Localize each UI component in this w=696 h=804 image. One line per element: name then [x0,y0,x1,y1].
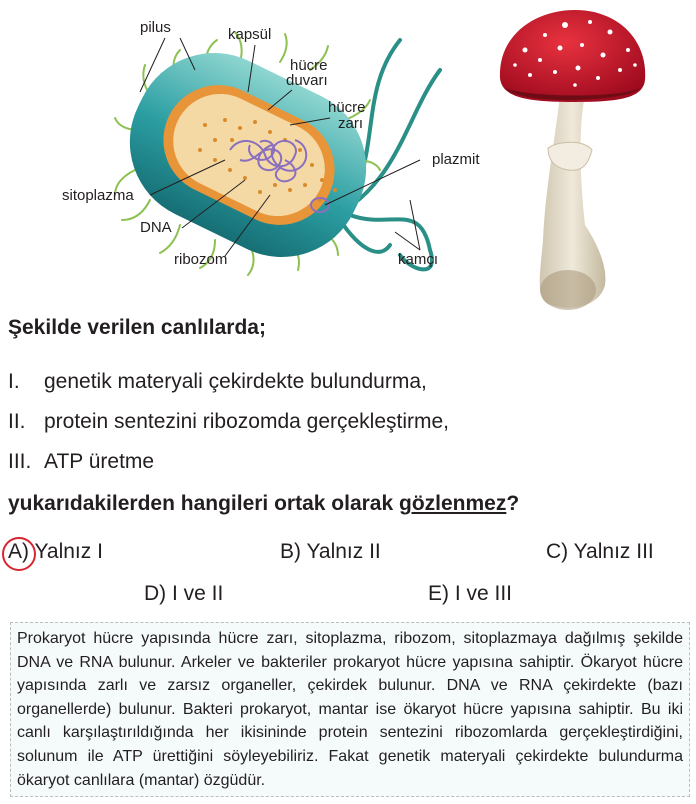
figure [0,0,696,315]
statement-2 [8,410,449,434]
label-hucre-zari-1: hücre [328,99,366,116]
option-b[interactable]: B) Yalnız II [280,540,381,563]
bacterium-and-mushroom-illustration [0,0,696,315]
statement-text: genetik materyali çekirdekte bulundurma, [44,370,427,393]
label-kapsul: kapsül [228,26,272,43]
label-sitoplazma: sitoplazma [62,187,134,204]
statement-1 [8,370,427,394]
mushroom-cap [500,10,645,102]
explanation-box: Prokaryot hücre yapısında hücre zarı, sitoplazma, ribozom, sitoplazmaya dağılmış şekilde DNA ve RNA bulunur. Arkeler ve bakteriler prokaryot hücre yapısına sahiptir. Ökaryot hücre yapısında zarlı ve zarsız organeller, çekirdek bulunur. DNA ve RNA çekirdekte (bazı organellerde) bulunur. Bakteri prokaryot, mantar ise ökaryot hücre yapısına sahiptir. Bu iki canlı karşılaştırıldığında her ikisininde protein sentezini ribozomlarda gerçekleştirdiğini, solunum ile ATP ürettiğini söyleyebiliriz. Fakat genetik materyali çekirdekte bulundurma ökaryot canlılara (mantar) özgüdür. [10,622,690,797]
label-hucre-duvari-1: hücre [290,57,328,74]
prompt-end: ? [506,492,520,515]
label-ribozom: ribozom [174,251,228,268]
statement-number: III. [8,450,32,473]
prompt-text: yukarıdakilerden hangileri ortak olarak [8,492,399,515]
question-prompt [8,492,519,516]
label-dna: DNA [140,219,172,236]
statement-text: ATP üretme [44,450,155,473]
label-kamci: kamçı [398,251,439,268]
label-hucre-zari-2: zarı [338,115,364,132]
statement-3 [8,450,154,474]
option-e[interactable]: E) I ve III [428,582,513,605]
option-a[interactable]: A) Yalnız I [8,540,103,563]
statement-text: protein sentezini ribozomda gerçekleştirme, [44,410,450,433]
statement-number: I. [8,370,20,393]
label-hucre-duvari-2: duvarı [286,72,328,89]
label-pilus: pilus [140,19,171,36]
option-c[interactable]: C) Yalnız III [546,540,654,563]
mushroom [500,10,645,310]
prompt-underlined: gözlenmez [399,492,507,515]
option-d[interactable]: D) I ve II [144,582,224,605]
statement-number: II. [8,410,26,433]
question-title: Şekilde verilen canlılarda; [8,316,266,339]
label-plazmit: plazmit [432,151,480,168]
